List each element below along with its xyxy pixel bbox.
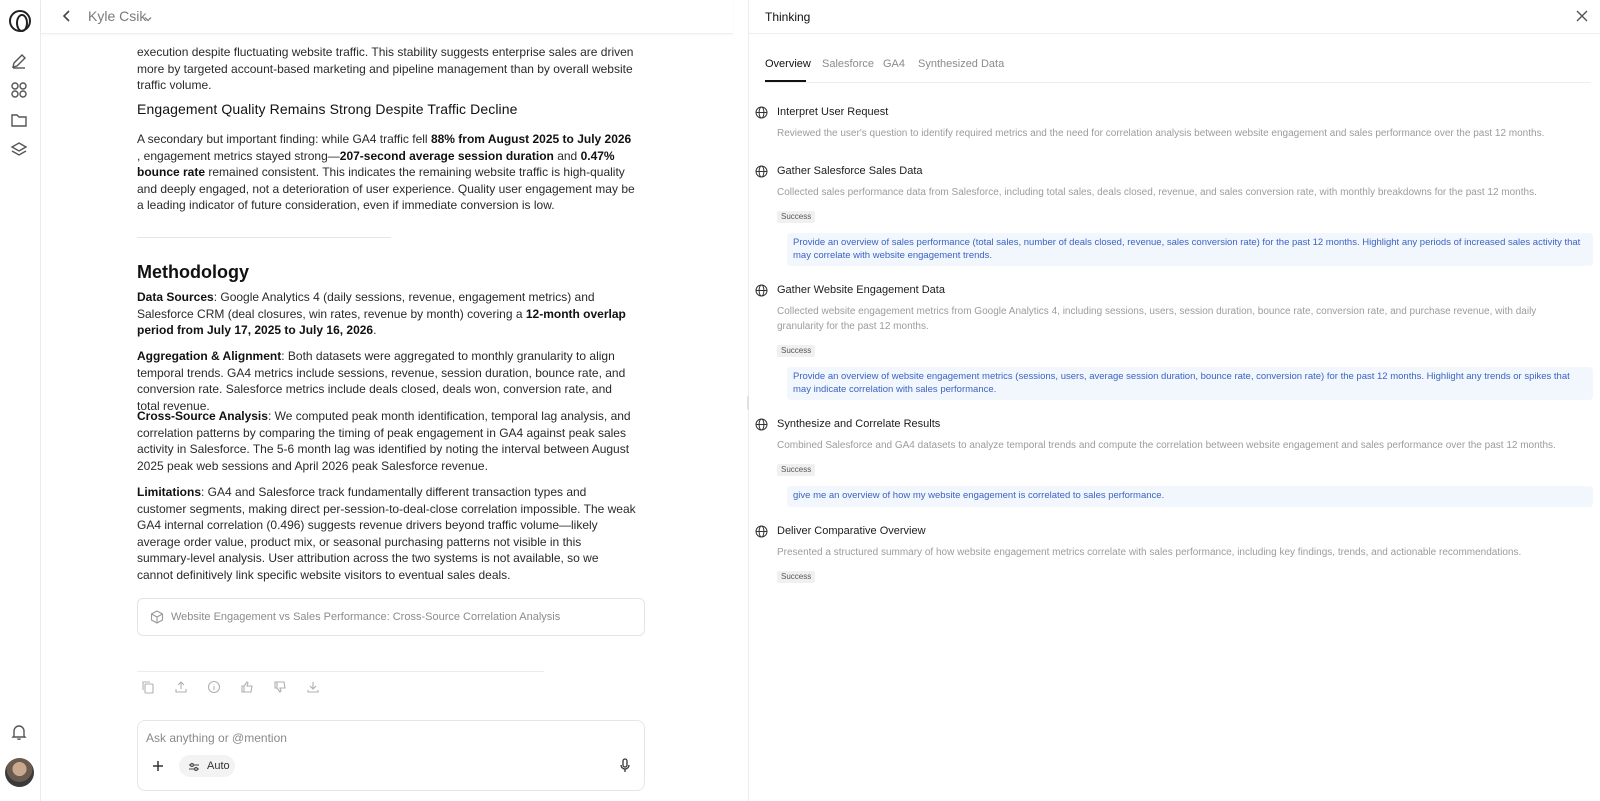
divider bbox=[137, 671, 544, 672]
left-rail bbox=[0, 0, 41, 801]
step-description: Reviewed the user's question to identify required metrics and the need for correlation analysis between website engagement and sales performance over the past 12 months. bbox=[777, 128, 1545, 139]
thumbs-down-icon[interactable] bbox=[273, 680, 287, 694]
bell-icon[interactable] bbox=[10, 723, 28, 741]
step-title: Gather Website Engagement Data bbox=[777, 284, 945, 296]
cross-source-paragraph: Cross-Source Analysis: We computed peak month identification, temporal lag analysis, and correlation patterns by comparing the timing of peak engagement in GA4 against peak sales activity in Salesforce. The 5-6 month lag was identified by noting the interval between August 2025 peak web sessions and April 2026 peak Salesforce revenue. bbox=[137, 409, 631, 473]
globe-icon bbox=[755, 165, 768, 178]
status-badge: Success bbox=[777, 211, 815, 223]
step-title: Synthesize and Correlate Results bbox=[777, 418, 941, 430]
cube-icon bbox=[150, 610, 164, 624]
globe-icon bbox=[755, 418, 768, 431]
step-title: Interpret User Request bbox=[777, 106, 889, 118]
status-badge: Success bbox=[777, 464, 815, 476]
globe-icon bbox=[755, 284, 768, 297]
thinking-panel bbox=[749, 0, 1600, 801]
chevron-down-icon[interactable] bbox=[143, 11, 153, 21]
share-icon[interactable] bbox=[174, 680, 188, 694]
logo-icon[interactable] bbox=[9, 10, 31, 32]
query-box: Provide an overview of sales performance (total sales, number of deals closed, revenue, sales conversion rate) for the past 12 months. Highlight any periods of increased sales activity that may correlate with website engagement trends. bbox=[787, 233, 1593, 266]
close-icon[interactable] bbox=[1575, 9, 1589, 23]
status-badge: Success bbox=[777, 345, 815, 357]
step-description: Collected sales performance data from Salesforce, including total sales, deals closed, revenue, and sales conversion rate, with monthly breakdowns for the past 12 months. bbox=[777, 187, 1537, 198]
query-box: Provide an overview of website engagement metrics (sessions, users, average session duration, bounce rate, conversion rate) for the past 12 months. Highlight any trends or spikes that may indicate correlation with sales performance. bbox=[787, 367, 1593, 400]
step-description: Collected website engagement metrics from Google Analytics 4, including sessions, users, session duration, bounce rate, conversion rate, and purchase revenue, with daily granularity for the past 12 months. bbox=[777, 306, 1537, 332]
tab-salesforce[interactable]: Salesforce bbox=[822, 58, 874, 70]
plus-icon[interactable] bbox=[151, 759, 165, 773]
engagement-paragraph: A secondary but important finding: while GA4 traffic fell 88% from August 2025 to July 2026 , engagement metrics stayed strong—207-second average session duration and 0.47% bounce rate remained consistent. This indicates the remaining website traffic is high-quality and deeply engaged, not a deterioration of user experience. Quality user engagement may be a leading indicator of future consideration, even if immediate conversion is low. bbox=[137, 132, 635, 212]
sliders-icon bbox=[188, 760, 200, 772]
layers-icon[interactable] bbox=[10, 141, 28, 159]
step-description: Presented a structured summary of how website engagement metrics correlate with sales performance, including key findings, trends, and actionable recommendations. bbox=[777, 547, 1522, 558]
tab-synthesized-data[interactable]: Synthesized Data bbox=[918, 58, 1005, 70]
section-heading: Engagement Quality Remains Strong Despite Traffic Decline bbox=[137, 101, 518, 117]
download-icon[interactable] bbox=[306, 680, 320, 694]
data-sources-paragraph: Data Sources: Google Analytics 4 (daily sessions, revenue, engagement metrics) and Salesforce CRM (deal closures, win rates, revenue by month) covering a 12-month overlap period from July 17, 2025 to July 16, 2026. bbox=[137, 290, 626, 337]
artifact-title: Website Engagement vs Sales Performance: Cross-Source Correlation Analysis bbox=[171, 611, 561, 623]
aggregation-paragraph: Aggregation & Alignment: Both datasets were aggregated to monthly granularity to align temporal trends. GA4 metrics include sessions, revenue, session duration, bounce rate, and conversion rate. Salesforce metrics include deals closed, deals won, conversion rate, and total revenue. bbox=[137, 349, 626, 413]
limitations-paragraph: Limitations: GA4 and Salesforce track fundamentally different transaction types and customer segments, making direct per-session-to-deal-close correlation impossible. The weak GA4 internal correlation (0.496) suggests revenue drivers beyond traffic volume—likely average order value, product mix, or seasonal purchasing patterns not visible in this summary-level analysis. User attribution across the two systems is not available, so we cannot definitively link specific website visitors to eventual sales deals. bbox=[137, 485, 636, 582]
apps-icon[interactable] bbox=[10, 81, 28, 99]
auto-mode-button[interactable] bbox=[179, 755, 235, 777]
tab-ga4[interactable]: GA4 bbox=[883, 58, 906, 70]
composer[interactable] bbox=[137, 720, 645, 791]
step-description: Combined Salesforce and GA4 datasets to analyze temporal trends and compute the correlation between website engagement and sales performance over the past 12 months. bbox=[777, 440, 1556, 451]
artifact-card[interactable] bbox=[137, 598, 645, 636]
status-badge: Success bbox=[777, 571, 815, 583]
auto-label: Auto bbox=[207, 760, 230, 772]
globe-icon bbox=[755, 525, 768, 538]
tab-overview[interactable]: Overview bbox=[765, 58, 811, 70]
edit-icon[interactable] bbox=[10, 52, 28, 70]
section-divider bbox=[137, 237, 391, 238]
panel-title: Thinking bbox=[765, 10, 811, 24]
thinking-header bbox=[749, 0, 1600, 34]
info-icon[interactable] bbox=[207, 680, 221, 694]
chat-header bbox=[41, 0, 733, 34]
globe-icon bbox=[755, 106, 768, 119]
step-title: Gather Salesforce Sales Data bbox=[777, 165, 923, 177]
folder-icon[interactable] bbox=[10, 111, 28, 129]
thumbs-up-icon[interactable] bbox=[240, 680, 254, 694]
back-arrow-icon[interactable] bbox=[59, 8, 75, 24]
copy-icon[interactable] bbox=[141, 680, 155, 694]
tabs-divider bbox=[765, 82, 1591, 83]
chat-title[interactable]: Kyle Csik bbox=[88, 8, 147, 24]
avatar[interactable] bbox=[5, 758, 34, 787]
chat-pane bbox=[41, 0, 733, 801]
step-title: Deliver Comparative Overview bbox=[777, 525, 926, 537]
composer-input[interactable]: Ask anything or @mention bbox=[146, 731, 287, 745]
microphone-icon[interactable] bbox=[618, 758, 632, 773]
intro-paragraph: execution despite fluctuating website traffic. This stability suggests enterprise sales are driven more by targeted account-based marketing and pipeline management than by overall website traffic volume. bbox=[137, 45, 634, 92]
methodology-heading: Methodology bbox=[137, 262, 249, 282]
query-box: give me an overview of how my website engagement is correlated to sales performance. bbox=[787, 486, 1593, 507]
